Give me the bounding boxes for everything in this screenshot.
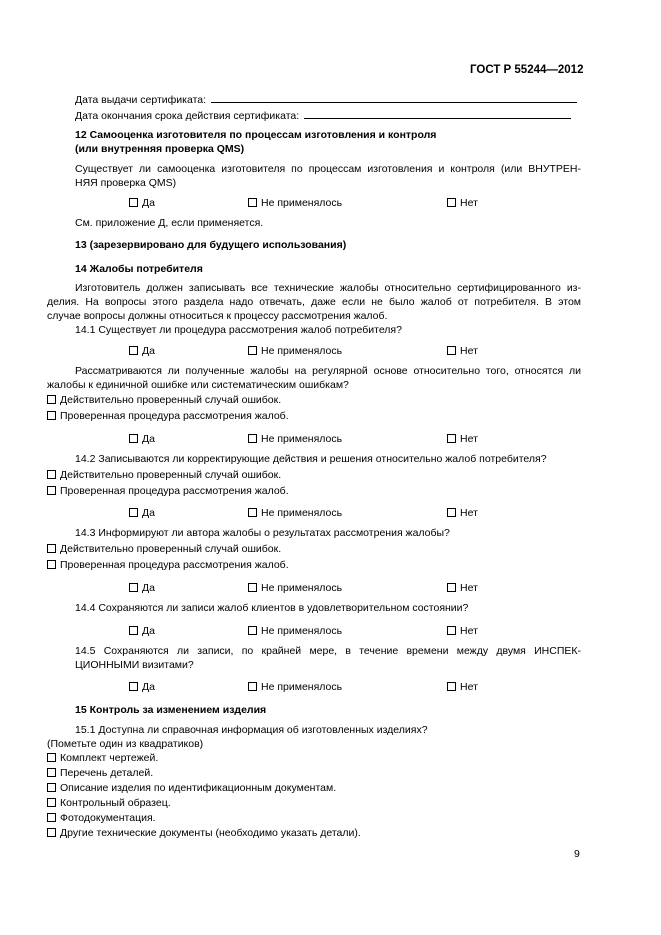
question-14-2: 14.2 Записываются ли корректирующие действия и решения относительно жалоб потребителя? (75, 453, 547, 465)
cert-issue-date-label: Дата выдачи сертификата: (75, 94, 207, 106)
checkbox-icon (47, 783, 56, 792)
checkbox-icon (248, 682, 257, 691)
answer-not-applied[interactable]: Не применялось (248, 344, 342, 359)
checkbox-icon (47, 560, 56, 569)
answer-yes[interactable]: Да (129, 624, 155, 639)
checkbox-icon (447, 508, 456, 517)
document-standard-number: ГОСТ Р 55244—2012 (470, 64, 584, 76)
checkbox-icon (447, 583, 456, 592)
question-15-1-hint: (Пометьте один из квадратиков) (47, 738, 204, 750)
section-12-question-line-2: НЯЯ проверка QMS) (75, 177, 177, 189)
answer-no[interactable]: Нет (447, 196, 478, 211)
checkbox-icon (129, 508, 138, 517)
section-13-title: 13 (зарезервировано для будущего использования) (75, 239, 347, 251)
answer-yes[interactable]: Да (129, 344, 155, 359)
checkbox-icon (447, 198, 456, 207)
answer-not-applied[interactable]: Не применялось (248, 196, 342, 211)
checkbox-icon (47, 813, 56, 822)
check-other-technical-docs[interactable]: Другие технические документы (необходимо указать детали). (47, 826, 361, 841)
check-verified-error-case[interactable]: Действительно проверенный случай ошибок. (47, 468, 281, 483)
check-parts-list[interactable]: Перечень деталей. (47, 766, 153, 781)
cert-expiry-date-field[interactable] (75, 107, 571, 124)
answer-not-applied[interactable]: Не применялось (248, 680, 342, 695)
section-12-title: 12 Самооценка изготовителя по процессам изготовления и контроля (75, 129, 437, 141)
cert-expiry-date-label: Дата окончания срока действия сертификата: (75, 110, 300, 122)
cert-expiry-date-line (304, 107, 571, 119)
checkbox-icon (47, 753, 56, 762)
question-14-3: 14.3 Информируют ли автора жалобы о результатах рассмотрения жалобы? (75, 527, 450, 539)
question-14-1-review-line-1: Рассматриваются ли полученные жалобы на регулярной основе относительно того, относятся ли (75, 365, 581, 377)
answer-yes[interactable]: Да (129, 432, 155, 447)
check-product-description[interactable]: Описание изделия по идентификационным документам. (47, 781, 336, 796)
question-14-4: 14.4 Сохраняются ли записи жалоб клиентов в удовлетворительном состоянии? (75, 602, 469, 614)
checkbox-icon (248, 434, 257, 443)
answer-no[interactable]: Нет (447, 680, 478, 695)
question-14-1: 14.1 Существует ли процедура рассмотрения жалоб потребителя? (75, 324, 402, 336)
answer-yes[interactable]: Да (129, 680, 155, 695)
checkbox-icon (447, 682, 456, 691)
checkbox-icon (47, 768, 56, 777)
checkbox-icon (47, 798, 56, 807)
answer-yes[interactable]: Да (129, 506, 155, 521)
answer-no[interactable]: Нет (447, 506, 478, 521)
answer-not-applied[interactable]: Не применялось (248, 581, 342, 596)
checkbox-icon (248, 346, 257, 355)
question-14-1-review-line-2: жалобы к единичной ошибке или систематическим ошибкам? (47, 379, 349, 391)
check-photo-documentation[interactable]: Фотодокументация. (47, 811, 156, 826)
answer-no[interactable]: Нет (447, 624, 478, 639)
answer-not-applied[interactable]: Не применялось (248, 506, 342, 521)
question-15-1: 15.1 Доступна ли справочная информация об изготовленных изделиях? (75, 724, 428, 736)
checkbox-icon (447, 346, 456, 355)
check-drawings-set[interactable]: Комплект чертежей. (47, 751, 158, 766)
checkbox-icon (248, 198, 257, 207)
checkbox-icon (47, 411, 56, 420)
checkbox-icon (248, 626, 257, 635)
checkbox-icon (47, 828, 56, 837)
section-14-intro-line-2: делия. На вопросы этого раздела надо отвечать, даже если не было жалоб от потребителя. В этом (47, 296, 581, 308)
section-14-intro-line-3: случае вопросы должны относиться к процессу рассмотрения жалоб. (47, 310, 388, 322)
checkbox-icon (129, 346, 138, 355)
checkbox-icon (47, 544, 56, 553)
checkbox-icon (447, 626, 456, 635)
check-verified-error-case[interactable]: Действительно проверенный случай ошибок. (47, 542, 281, 557)
answer-no[interactable]: Нет (447, 581, 478, 596)
checkbox-icon (47, 486, 56, 495)
cert-issue-date-line (211, 91, 577, 103)
answer-not-applied[interactable]: Не применялось (248, 432, 342, 447)
answer-no[interactable]: Нет (447, 344, 478, 359)
checkbox-icon (248, 583, 257, 592)
answer-no[interactable]: Нет (447, 432, 478, 447)
checkbox-icon (129, 198, 138, 207)
page-number: 9 (574, 848, 580, 860)
section-14-title: 14 Жалобы потребителя (75, 263, 203, 275)
section-12-note: См. приложение Д, если применяется. (75, 217, 264, 229)
checkbox-icon (47, 395, 56, 404)
check-verified-procedure[interactable]: Проверенная процедура рассмотрения жалоб. (47, 484, 289, 499)
checkbox-icon (129, 682, 138, 691)
answer-yes[interactable]: Да (129, 196, 155, 211)
check-control-sample[interactable]: Контрольный образец. (47, 796, 171, 811)
section-12-question-line-1: Существует ли самооценка изготовителя по процессам изготовления и контроля (или ВНУТРЕН- (75, 163, 581, 175)
checkbox-icon (47, 470, 56, 479)
checkbox-icon (248, 508, 257, 517)
checkbox-icon (129, 583, 138, 592)
answer-not-applied[interactable]: Не применялось (248, 624, 342, 639)
checkbox-icon (129, 626, 138, 635)
answer-yes[interactable]: Да (129, 581, 155, 596)
checkbox-icon (129, 434, 138, 443)
question-14-5-line-2: ЦИОННЫМИ визитами? (75, 659, 194, 671)
check-verified-procedure[interactable]: Проверенная процедура рассмотрения жалоб. (47, 558, 289, 573)
cert-issue-date-field[interactable] (75, 91, 577, 108)
section-14-intro-line-1: Изготовитель должен записывать все технические жалобы относительно сертифицированного из- (75, 282, 581, 294)
section-12-subtitle: (или внутренняя проверка QMS) (75, 143, 245, 155)
check-verified-error-case[interactable]: Действительно проверенный случай ошибок. (47, 393, 281, 408)
checkbox-icon (447, 434, 456, 443)
check-verified-procedure[interactable]: Проверенная процедура рассмотрения жалоб. (47, 409, 289, 424)
question-14-5-line-1: 14.5 Сохраняются ли записи, по крайней мере, в течение времени между двумя ИНСПЕК- (75, 645, 581, 657)
section-15-title: 15 Контроль за изменением изделия (75, 704, 267, 716)
